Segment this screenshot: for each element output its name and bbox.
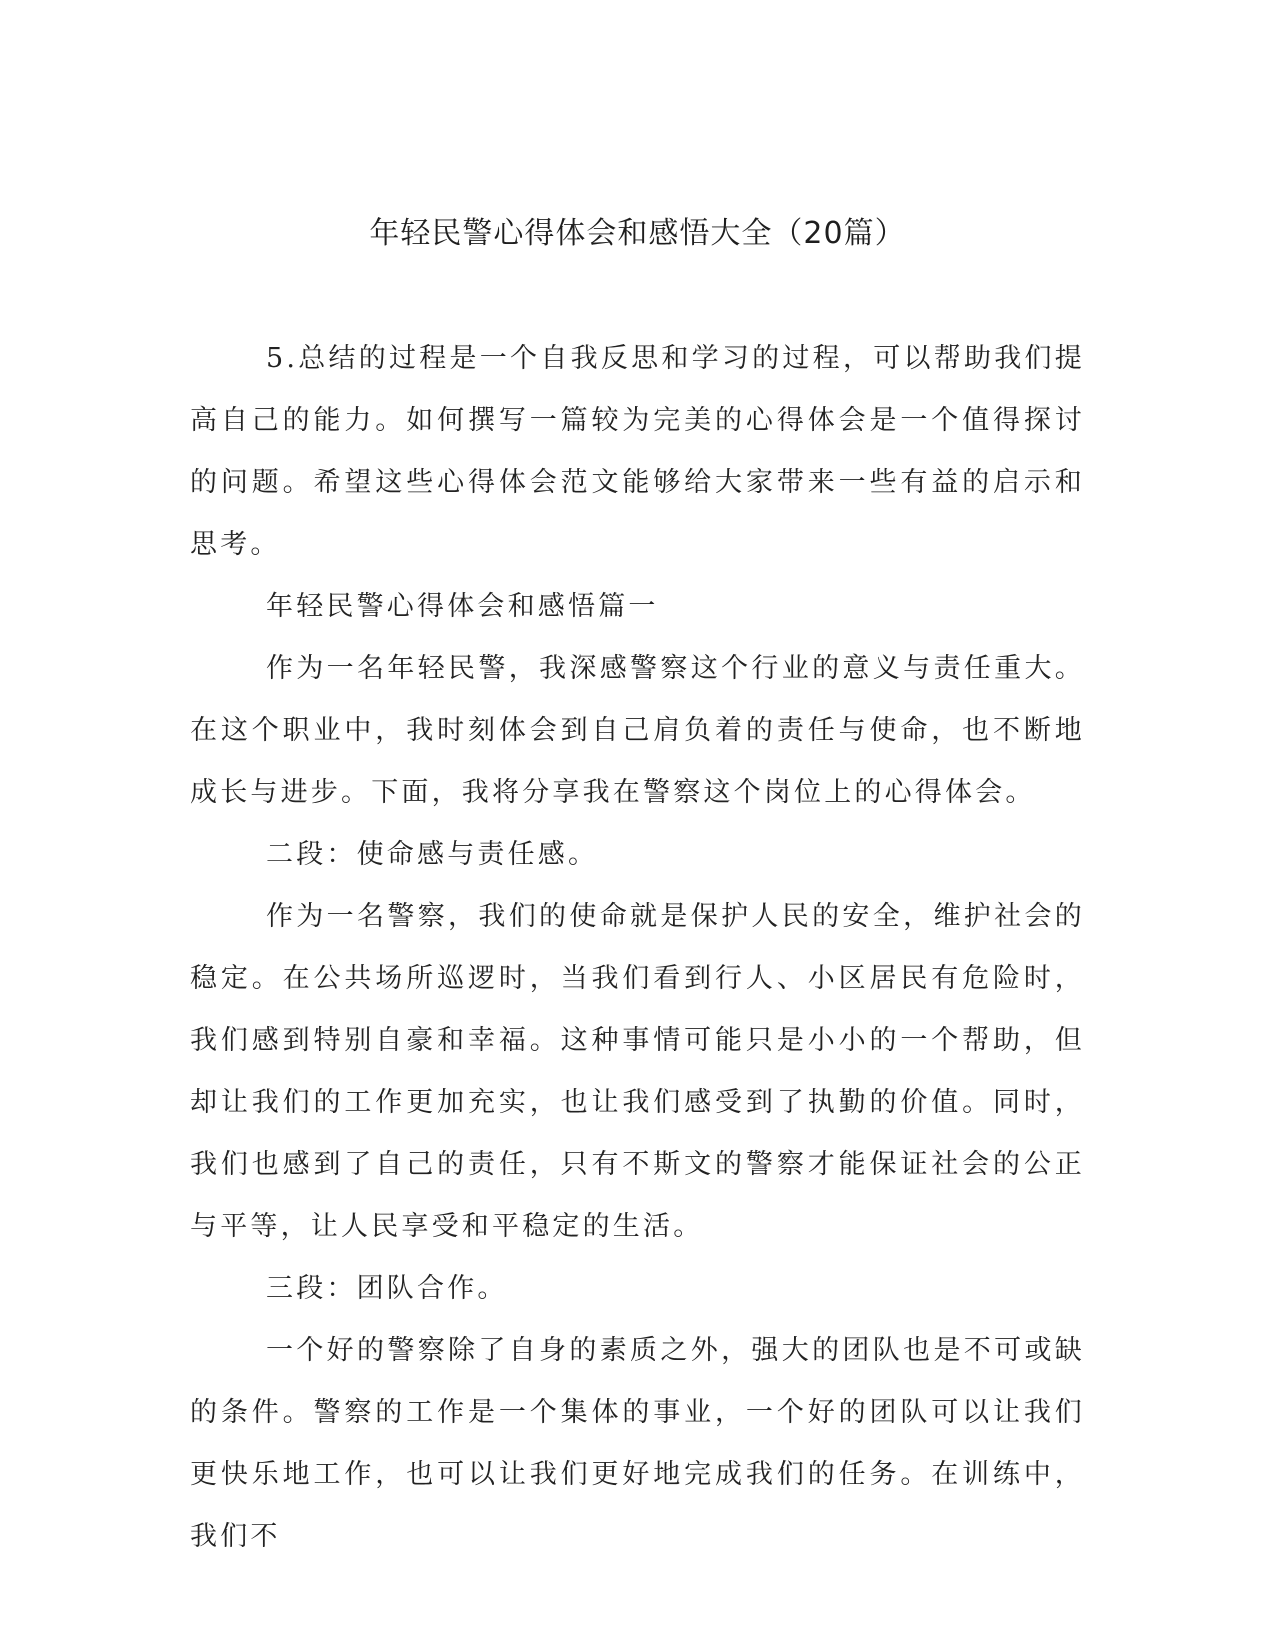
section-heading-teamwork: 三段：团队合作。 — [266, 1273, 508, 1304]
document-body — [190, 328, 1085, 1568]
paragraph-intro: 5.总结的过程是一个自我反思和学习的过程，可以帮助我们提高自己的能力。如何撰写一篇较为完美的心得体会是一个值得探讨的问题。希望这些心得体会范文能够给大家带来一些有益的启示和思考。 — [190, 343, 1085, 560]
paragraph-mission: 作为一名警察，我们的使命就是保护人民的安全，维护社会的稳定。在公共场所巡逻时，当我们看到行人、小区居民有危险时，我们感到特别自豪和幸福。这种事情可能只是小小的一个帮助，但却让我们的工作更加充实，也让我们感受到了执勤的价值。同时，我们也感到了自己的责任，只有不斯文的警察才能保证社会的公正与平等，让人民享受和平稳定的生活。 — [190, 901, 1085, 1242]
document-title: 年轻民警心得体会和感悟大全（20篇） — [369, 216, 906, 251]
paragraph-opening: 作为一名年轻民警，我深感警察这个行业的意义与责任重大。在这个职业中，我时刻体会到自己肩负着的责任与使命，也不断地成长与进步。下面，我将分享我在警察这个岗位上的心得体会。 — [190, 653, 1085, 808]
section-heading-part-one: 年轻民警心得体会和感悟篇一 — [266, 591, 659, 622]
section-heading-mission: 二段：使命感与责任感。 — [266, 839, 599, 870]
paragraph-teamwork: 一个好的警察除了自身的素质之外，强大的团队也是不可或缺的条件。警察的工作是一个集体的事业，一个好的团队可以让我们更快乐地工作，也可以让我们更好地完成我们的任务。在训练中，我们不 — [190, 1335, 1085, 1552]
